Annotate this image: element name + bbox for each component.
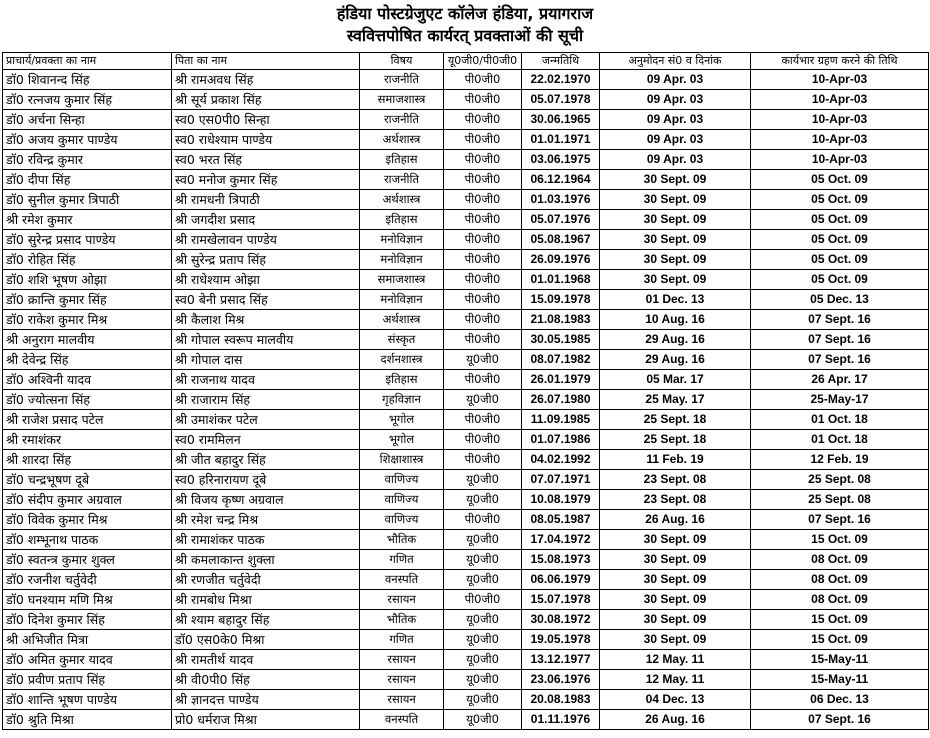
approval-date-cell: 23 Sept. 08: [600, 490, 751, 510]
joining-date-cell: 05 Oct. 09: [751, 170, 929, 190]
table-row: [3, 390, 929, 410]
father-name-cell: श्री विजय कृष्ण अग्रवाल: [172, 490, 360, 510]
joining-date-cell: 10-Apr-03: [751, 110, 929, 130]
course-level-cell: पी0जी0: [444, 310, 522, 330]
father-name-cell: श्री रमेश चन्द्र मिश्र: [172, 510, 360, 530]
teacher-name-cell: डॉ0 शम्भूनाथ पाठक: [3, 530, 172, 550]
course-level-cell: पी0जी0: [444, 230, 522, 250]
father-name-cell: श्री गोपाल स्वरूप मालवीय: [172, 330, 360, 350]
subject-cell: भौतिक: [360, 530, 444, 550]
teacher-name-cell: श्री अभिजीत मित्रा: [3, 630, 172, 650]
course-level-cell: पी0जी0: [444, 250, 522, 270]
approval-date-cell: 30 Sept. 09: [600, 630, 751, 650]
table-row: [3, 310, 929, 330]
joining-date-cell: 08 Oct. 09: [751, 590, 929, 610]
approval-date-cell: 05 Mar. 17: [600, 370, 751, 390]
father-name-cell: श्री ज्ञानदत्त पाण्डेय: [172, 690, 360, 710]
father-name-cell: श्री रामतीर्थ यादव: [172, 650, 360, 670]
father-name-cell: प्रो0 धर्मराज मिश्रा: [172, 710, 360, 730]
father-name-cell: श्री श्याम बहादुर सिंह: [172, 610, 360, 630]
date-of-birth-cell: 03.06.1975: [522, 150, 600, 170]
father-name-cell: स्व0 बेनी प्रसाद सिंह: [172, 290, 360, 310]
course-level-cell: यू0जी0: [444, 550, 522, 570]
joining-date-cell: 01 Oct. 18: [751, 410, 929, 430]
father-name-cell: श्री कमलाकान्त शुक्ला: [172, 550, 360, 570]
table-row: [3, 470, 929, 490]
joining-date-cell: 05 Oct. 09: [751, 270, 929, 290]
college-title: हंडिया पोस्टग्रेजुएट कॉलेज हंडिया, प्रयागराज: [336, 4, 594, 23]
father-name-cell: श्री राधेश्याम ओझा: [172, 270, 360, 290]
table-row: [3, 590, 929, 610]
father-name-cell: श्री उमाशंकर पटेल: [172, 410, 360, 430]
date-of-birth-cell: 23.06.1976: [522, 670, 600, 690]
joining-date-cell: 05 Oct. 09: [751, 250, 929, 270]
teacher-name-cell: डॉ0 दीपा सिंह: [3, 170, 172, 190]
course-level-cell: पी0जी0: [444, 330, 522, 350]
joining-date-cell: 12 Feb. 19: [751, 450, 929, 470]
father-name-cell: श्री राजाराम सिंह: [172, 390, 360, 410]
course-level-cell: यू0जी0: [444, 650, 522, 670]
course-level-cell: पी0जी0: [444, 590, 522, 610]
joining-date-cell: 26 Apr. 17: [751, 370, 929, 390]
teacher-name-cell: श्री देवेन्द्र सिंह: [3, 350, 172, 370]
approval-date-cell: 26 Aug. 16: [600, 710, 751, 730]
joining-date-cell: 25 Sept. 08: [751, 490, 929, 510]
teacher-name-cell: डॉ0 रजनीश चर्तुवेदी: [3, 570, 172, 590]
date-of-birth-cell: 15.08.1973: [522, 550, 600, 570]
date-of-birth-cell: 05.08.1967: [522, 230, 600, 250]
teacher-name-cell: डॉ0 सुनील कुमार त्रिपाठी: [3, 190, 172, 210]
course-level-cell: पी0जी0: [444, 370, 522, 390]
father-name-cell: स्व0 एस0पी0 सिन्हा: [172, 110, 360, 130]
subject-cell: भूगोल: [360, 430, 444, 450]
table-row: [3, 190, 929, 210]
course-level-cell: यू0जी0: [444, 350, 522, 370]
joining-date-cell: 07 Sept. 16: [751, 330, 929, 350]
teacher-name-cell: डॉ0 शशि भूषण ओझा: [3, 270, 172, 290]
joining-date-cell: 10-Apr-03: [751, 150, 929, 170]
approval-date-cell: 09 Apr. 03: [600, 70, 751, 90]
subject-cell: गृहविज्ञान: [360, 390, 444, 410]
approval-date-cell: 30 Sept. 09: [600, 250, 751, 270]
course-level-cell: यू0जी0: [444, 630, 522, 650]
teacher-name-cell: डॉ0 क्रान्ति कुमार सिंह: [3, 290, 172, 310]
course-level-cell: पी0जी0: [444, 90, 522, 110]
joining-date-cell: 07 Sept. 16: [751, 310, 929, 330]
subject-cell: वाणिज्य: [360, 470, 444, 490]
table-row: [3, 210, 929, 230]
subject-cell: भौतिक: [360, 610, 444, 630]
table-row: [3, 370, 929, 390]
table-row: [3, 170, 929, 190]
date-of-birth-cell: 15.07.1978: [522, 590, 600, 610]
teacher-name-cell: डॉ0 अर्चना सिन्हा: [3, 110, 172, 130]
subject-cell: राजनीति: [360, 70, 444, 90]
list-title: स्ववित्तपोषित कार्यरत् प्रवक्ताओं की सूची: [346, 26, 584, 45]
date-of-birth-cell: 11.09.1985: [522, 410, 600, 430]
approval-date-cell: 04 Dec. 13: [600, 690, 751, 710]
teacher-name-cell: डॉ0 रोहित सिंह: [3, 250, 172, 270]
father-name-cell: श्री वी0पी0 सिंह: [172, 670, 360, 690]
teacher-name-cell: श्री राजेश प्रसाद पटेल: [3, 410, 172, 430]
father-name-cell: डॉ0 एस0के0 मिश्रा: [172, 630, 360, 650]
date-of-birth-cell: 10.08.1979: [522, 490, 600, 510]
date-of-birth-cell: 04.02.1992: [522, 450, 600, 470]
course-level-cell: यू0जी0: [444, 690, 522, 710]
course-level-cell: पी0जी0: [444, 130, 522, 150]
teacher-name-cell: डॉ0 अश्विनी यादव: [3, 370, 172, 390]
table-row: [3, 330, 929, 350]
course-level-cell: यू0जी0: [444, 670, 522, 690]
date-of-birth-cell: 19.05.1978: [522, 630, 600, 650]
table-row: [3, 570, 929, 590]
father-name-cell: श्री रामाशंकर पाठक: [172, 530, 360, 550]
father-name-cell: श्री सूर्य प्रकाश सिंह: [172, 90, 360, 110]
subject-cell: वाणिज्य: [360, 510, 444, 530]
subject-cell: राजनीति: [360, 170, 444, 190]
joining-date-cell: 07 Sept. 16: [751, 350, 929, 370]
date-of-birth-cell: 01.11.1976: [522, 710, 600, 730]
subject-cell: अर्थशास्त्र: [360, 190, 444, 210]
table-row: [3, 250, 929, 270]
header-father-name: पिता का नाम: [172, 53, 360, 70]
joining-date-cell: 15-May-11: [751, 670, 929, 690]
table-row: [3, 90, 929, 110]
table-row: [3, 110, 929, 130]
approval-date-cell: 30 Sept. 09: [600, 550, 751, 570]
joining-date-cell: 05 Oct. 09: [751, 210, 929, 230]
table-row: [3, 670, 929, 690]
course-level-cell: पी0जी0: [444, 170, 522, 190]
teacher-name-cell: डॉ0 रत्नजय कुमार सिंह: [3, 90, 172, 110]
course-level-cell: पी0जी0: [444, 410, 522, 430]
teacher-name-cell: श्री अनुराग मालवीय: [3, 330, 172, 350]
date-of-birth-cell: 22.02.1970: [522, 70, 600, 90]
father-name-cell: श्री रामबोध मिश्रा: [172, 590, 360, 610]
teacher-name-cell: डॉ0 ज्योत्सना सिंह: [3, 390, 172, 410]
approval-date-cell: 09 Apr. 03: [600, 110, 751, 130]
subject-cell: इतिहास: [360, 210, 444, 230]
date-of-birth-cell: 26.07.1980: [522, 390, 600, 410]
table-row: [3, 150, 929, 170]
subject-cell: रसायन: [360, 670, 444, 690]
approval-date-cell: 30 Sept. 09: [600, 270, 751, 290]
course-level-cell: पी0जी0: [444, 210, 522, 230]
approval-date-cell: 30 Sept. 09: [600, 230, 751, 250]
father-name-cell: श्री रामखेलावन पाण्डेय: [172, 230, 360, 250]
teacher-name-cell: डॉ0 अमित कुमार यादव: [3, 650, 172, 670]
teacher-name-cell: डॉ0 दिनेश कुमार सिंह: [3, 610, 172, 630]
approval-date-cell: 30 Sept. 09: [600, 210, 751, 230]
approval-date-cell: 25 Sept. 18: [600, 410, 751, 430]
course-level-cell: यू0जी0: [444, 710, 522, 730]
table-row: [3, 550, 929, 570]
teacher-name-cell: डॉ0 श्रुति मिश्रा: [3, 710, 172, 730]
joining-date-cell: 15-May-11: [751, 650, 929, 670]
table-row: [3, 630, 929, 650]
subject-cell: इतिहास: [360, 150, 444, 170]
course-level-cell: यू0जी0: [444, 530, 522, 550]
subject-cell: रसायन: [360, 690, 444, 710]
subject-cell: दर्शनशास्त्र: [360, 350, 444, 370]
teacher-name-cell: श्री रमाशंकर: [3, 430, 172, 450]
teacher-name-cell: श्री शारदा सिंह: [3, 450, 172, 470]
joining-date-cell: 07 Sept. 16: [751, 710, 929, 730]
joining-date-cell: 08 Oct. 09: [751, 570, 929, 590]
approval-date-cell: 09 Apr. 03: [600, 90, 751, 110]
subject-cell: समाजशास्त्र: [360, 270, 444, 290]
course-level-cell: यू0जी0: [444, 390, 522, 410]
table-row: [3, 350, 929, 370]
approval-date-cell: 30 Sept. 09: [600, 530, 751, 550]
approval-date-cell: 09 Apr. 03: [600, 150, 751, 170]
teacher-name-cell: डॉ0 संदीप कुमार अग्रवाल: [3, 490, 172, 510]
approval-date-cell: 29 Aug. 16: [600, 330, 751, 350]
table-row: [3, 530, 929, 550]
table-header-row: [3, 53, 929, 70]
approval-date-cell: 30 Sept. 09: [600, 610, 751, 630]
table-row: [3, 690, 929, 710]
approval-date-cell: 30 Sept. 09: [600, 590, 751, 610]
father-name-cell: श्री रामअवध सिंह: [172, 70, 360, 90]
joining-date-cell: 25-May-17: [751, 390, 929, 410]
father-name-cell: स्व0 भरत सिंह: [172, 150, 360, 170]
approval-date-cell: 30 Sept. 09: [600, 570, 751, 590]
date-of-birth-cell: 05.07.1976: [522, 210, 600, 230]
header-dob: जन्मतिथि: [522, 53, 600, 70]
date-of-birth-cell: 01.01.1971: [522, 130, 600, 150]
course-level-cell: पी0जी0: [444, 450, 522, 470]
teacher-name-cell: डॉ0 राकेश कुमार मिश्र: [3, 310, 172, 330]
table-row: [3, 490, 929, 510]
faculty-table: [2, 52, 929, 730]
father-name-cell: श्री सुरेन्द्र प्रताप सिंह: [172, 250, 360, 270]
joining-date-cell: 05 Dec. 13: [751, 290, 929, 310]
table-body: [3, 70, 929, 730]
father-name-cell: स्व0 हरिनारायण दूबे: [172, 470, 360, 490]
header-ug-pg: यू0जी0/पी0जी0: [444, 53, 522, 70]
teacher-name-cell: डॉ0 चन्द्रभूषण दूबे: [3, 470, 172, 490]
joining-date-cell: 01 Oct. 18: [751, 430, 929, 450]
approval-date-cell: 26 Aug. 16: [600, 510, 751, 530]
table-row: [3, 430, 929, 450]
father-name-cell: श्री रणजीत चर्तुवेदी: [172, 570, 360, 590]
date-of-birth-cell: 30.08.1972: [522, 610, 600, 630]
subject-cell: समाजशास्त्र: [360, 90, 444, 110]
father-name-cell: स्व0 मनोज कुमार सिंह: [172, 170, 360, 190]
approval-date-cell: 29 Aug. 16: [600, 350, 751, 370]
header-name: प्राचार्य/प्रवक्ता का नाम: [3, 53, 172, 70]
approval-date-cell: 25 May. 17: [600, 390, 751, 410]
approval-date-cell: 30 Sept. 09: [600, 170, 751, 190]
subject-cell: इतिहास: [360, 370, 444, 390]
date-of-birth-cell: 30.05.1985: [522, 330, 600, 350]
date-of-birth-cell: 01.01.1968: [522, 270, 600, 290]
joining-date-cell: 10-Apr-03: [751, 90, 929, 110]
joining-date-cell: 07 Sept. 16: [751, 510, 929, 530]
header-subject: विषय: [360, 53, 444, 70]
subject-cell: अर्थशास्त्र: [360, 130, 444, 150]
approval-date-cell: 12 May. 11: [600, 670, 751, 690]
date-of-birth-cell: 17.04.1972: [522, 530, 600, 550]
subject-cell: वनस्पति: [360, 570, 444, 590]
subject-cell: संस्कृत: [360, 330, 444, 350]
subject-cell: शिक्षाशास्त्र: [360, 450, 444, 470]
date-of-birth-cell: 05.07.1978: [522, 90, 600, 110]
teacher-name-cell: डॉ0 स्वतन्त्र कुमार शुक्ल: [3, 550, 172, 570]
course-level-cell: यू0जी0: [444, 490, 522, 510]
approval-date-cell: 11 Feb. 19: [600, 450, 751, 470]
subject-cell: गणित: [360, 630, 444, 650]
joining-date-cell: 15 Oct. 09: [751, 530, 929, 550]
course-level-cell: पी0जी0: [444, 290, 522, 310]
subject-cell: मनोविज्ञान: [360, 250, 444, 270]
father-name-cell: श्री गोपाल दास: [172, 350, 360, 370]
date-of-birth-cell: 08.05.1987: [522, 510, 600, 530]
subject-cell: वाणिज्य: [360, 490, 444, 510]
teacher-name-cell: श्री रमेश कुमार: [3, 210, 172, 230]
course-level-cell: पी0जी0: [444, 510, 522, 530]
course-level-cell: पी0जी0: [444, 150, 522, 170]
teacher-name-cell: डॉ0 घनश्याम मणि मिश्र: [3, 590, 172, 610]
subject-cell: भूगोल: [360, 410, 444, 430]
joining-date-cell: 10-Apr-03: [751, 130, 929, 150]
joining-date-cell: 15 Oct. 09: [751, 630, 929, 650]
approval-date-cell: 12 May. 11: [600, 650, 751, 670]
subject-cell: अर्थशास्त्र: [360, 310, 444, 330]
joining-date-cell: 06 Dec. 13: [751, 690, 929, 710]
subject-cell: मनोविज्ञान: [360, 230, 444, 250]
subject-cell: रसायन: [360, 590, 444, 610]
joining-date-cell: 05 Oct. 09: [751, 190, 929, 210]
course-level-cell: पी0जी0: [444, 430, 522, 450]
father-name-cell: श्री राजनाथ यादव: [172, 370, 360, 390]
table-row: [3, 290, 929, 310]
joining-date-cell: 25 Sept. 08: [751, 470, 929, 490]
subject-cell: राजनीति: [360, 110, 444, 130]
date-of-birth-cell: 26.09.1976: [522, 250, 600, 270]
approval-date-cell: 01 Dec. 13: [600, 290, 751, 310]
teacher-name-cell: डॉ0 सुरेन्द्र प्रसाद पाण्डेय: [3, 230, 172, 250]
date-of-birth-cell: 06.06.1979: [522, 570, 600, 590]
subject-cell: वनस्पति: [360, 710, 444, 730]
date-of-birth-cell: 20.08.1983: [522, 690, 600, 710]
father-name-cell: श्री जीत बहादुर सिंह: [172, 450, 360, 470]
subject-cell: मनोविज्ञान: [360, 290, 444, 310]
approval-date-cell: 09 Apr. 03: [600, 130, 751, 150]
date-of-birth-cell: 07.07.1971: [522, 470, 600, 490]
father-name-cell: श्री जगदीश प्रसाद: [172, 210, 360, 230]
table-row: [3, 270, 929, 290]
approval-date-cell: 25 Sept. 18: [600, 430, 751, 450]
approval-date-cell: 30 Sept. 09: [600, 190, 751, 210]
father-name-cell: स्व0 राममिलन: [172, 430, 360, 450]
date-of-birth-cell: 15.09.1978: [522, 290, 600, 310]
table-row: [3, 70, 929, 90]
course-level-cell: पी0जी0: [444, 190, 522, 210]
joining-date-cell: 10-Apr-03: [751, 70, 929, 90]
header-joining-date: कार्यभार ग्रहण करने की तिथि: [751, 53, 929, 70]
joining-date-cell: 15 Oct. 09: [751, 610, 929, 630]
table-row: [3, 610, 929, 630]
table-row: [3, 710, 929, 730]
approval-date-cell: 23 Sept. 08: [600, 470, 751, 490]
teacher-name-cell: डॉ0 शान्ति भूषण पाण्डेय: [3, 690, 172, 710]
teacher-name-cell: डॉ0 प्रवीण प्रताप सिंह: [3, 670, 172, 690]
father-name-cell: स्व0 राधेश्याम पाण्डेय: [172, 130, 360, 150]
course-level-cell: यू0जी0: [444, 610, 522, 630]
date-of-birth-cell: 01.07.1986: [522, 430, 600, 450]
subject-cell: रसायन: [360, 650, 444, 670]
date-of-birth-cell: 06.12.1964: [522, 170, 600, 190]
joining-date-cell: 08 Oct. 09: [751, 550, 929, 570]
date-of-birth-cell: 01.03.1976: [522, 190, 600, 210]
father-name-cell: श्री कैलाश मिश्र: [172, 310, 360, 330]
joining-date-cell: 05 Oct. 09: [751, 230, 929, 250]
table-row: [3, 650, 929, 670]
teacher-name-cell: डॉ0 अजय कुमार पाण्डेय: [3, 130, 172, 150]
teacher-name-cell: डॉ0 शिवानन्द सिंह: [3, 70, 172, 90]
table-row: [3, 450, 929, 470]
table-row: [3, 410, 929, 430]
teacher-name-cell: डॉ0 रविन्द्र कुमार: [3, 150, 172, 170]
subject-cell: गणित: [360, 550, 444, 570]
date-of-birth-cell: 30.06.1965: [522, 110, 600, 130]
approval-date-cell: 10 Aug. 16: [600, 310, 751, 330]
header-approval: अनुमोदन सं0 व दिनांक: [600, 53, 751, 70]
course-level-cell: पी0जी0: [444, 270, 522, 290]
date-of-birth-cell: 21.08.1983: [522, 310, 600, 330]
course-level-cell: यू0जी0: [444, 570, 522, 590]
course-level-cell: पी0जी0: [444, 110, 522, 130]
date-of-birth-cell: 26.01.1979: [522, 370, 600, 390]
teacher-name-cell: डॉ0 विवेक कुमार मिश्र: [3, 510, 172, 530]
course-level-cell: पी0जी0: [444, 70, 522, 90]
date-of-birth-cell: 08.07.1982: [522, 350, 600, 370]
table-row: [3, 130, 929, 150]
course-level-cell: यू0जी0: [444, 470, 522, 490]
date-of-birth-cell: 13.12.1977: [522, 650, 600, 670]
father-name-cell: श्री रामधनी त्रिपाठी: [172, 190, 360, 210]
table-row: [3, 230, 929, 250]
table-row: [3, 510, 929, 530]
